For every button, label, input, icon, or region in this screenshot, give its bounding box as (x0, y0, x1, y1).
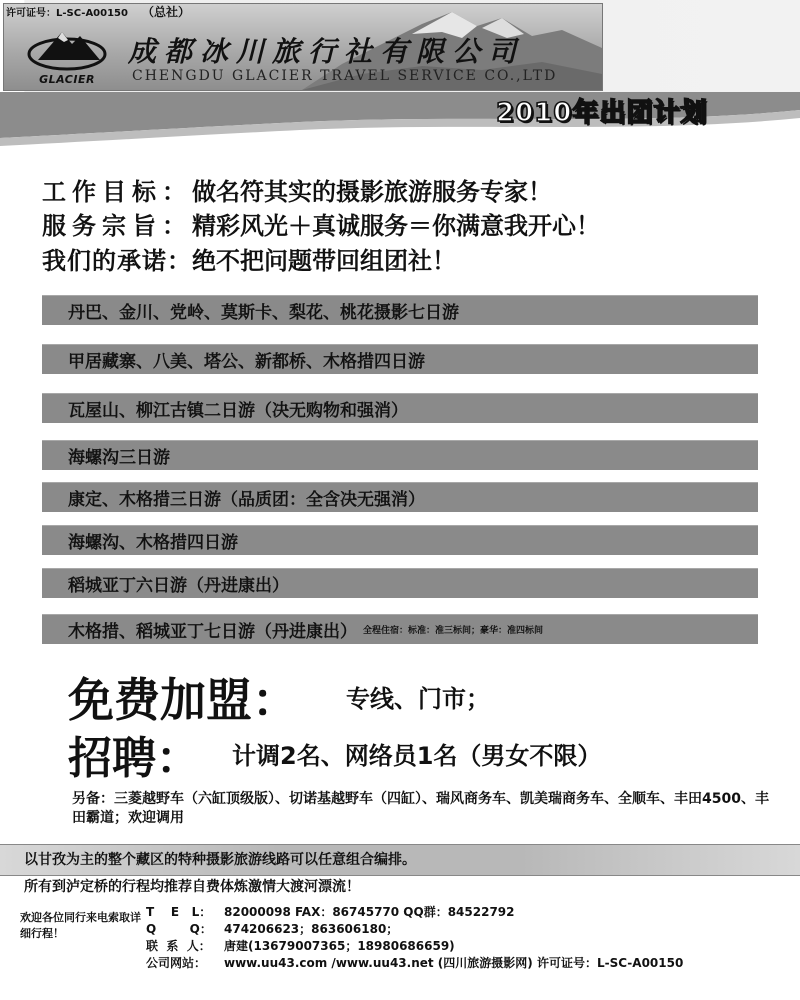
tour-accommodation-note: 全程住宿：标准：准三标间；豪华：准四标间 (363, 626, 544, 636)
contact-info (146, 904, 683, 972)
contact-row-person (146, 938, 683, 955)
contact-label: T E L： (146, 905, 212, 919)
contact-value: 唐建(13679007365；18980686659) (224, 939, 455, 953)
company-name-chinese: 成都冰川旅行社有限公司 (128, 35, 525, 68)
tour-item (42, 568, 758, 598)
slogan-label: 我们的承诺： (42, 247, 192, 275)
tour-item (42, 393, 758, 423)
tour-name: 康定、木格措三日游（品质团：全含决无强消） (68, 490, 425, 510)
tour-name: 瓦屋山、柳江古镇二日游（决无购物和强消） (68, 401, 408, 421)
logo-text: GLACIER (39, 73, 95, 86)
franchise-detail: 专线、门市； (346, 685, 490, 713)
tour-name: 木格措、稻城亚丁七日游（丹进康出） (68, 622, 357, 642)
tour-item (42, 295, 758, 325)
tour-name: 丹巴、金川、党岭、莫斯卡、梨花、桃花摄影七日游 (68, 303, 459, 323)
contact-label: Q Q： (146, 922, 212, 936)
contact-row-qq (146, 921, 683, 938)
route-combination-note: 以甘孜为主的整个藏区的特种摄影旅游线路可以任意组合编排。 (24, 852, 416, 868)
plan-title: 2010年出团计划 (496, 98, 708, 128)
contact-value: 82000098 FAX：86745770 QQ群：84522792 (224, 905, 515, 919)
contact-value: 474206623；863606180； (224, 922, 399, 936)
headquarters-label: （总社） (142, 5, 191, 19)
slogan-text: 做名符其实的摄影旅游服务专家！ (192, 178, 552, 206)
slogan-promise (42, 241, 456, 276)
recruitment-detail: 计调2名、网络员1名（男女不限） (232, 742, 602, 770)
slogan-label: 服务宗旨： (42, 212, 192, 240)
tour-item (42, 482, 758, 512)
company-name-english: CHENGDU GLACIER TRAVEL SERVICE CO.,LTD (132, 68, 558, 84)
contact-value: www.uu43.com /www.uu43.net (四川旅游摄影网) 许可证号：L-SC-A00150 (224, 956, 684, 970)
contact-label: 联 系 人： (146, 939, 211, 953)
slogan-label: 工作目标： (42, 178, 192, 206)
tour-name: 海螺沟、木格措四日游 (68, 533, 238, 553)
company-logo (24, 24, 110, 86)
tour-name: 甲居藏寨、八美、塔公、新都桥、木格措四日游 (68, 352, 425, 372)
welcome-note: 欢迎各位同行来电索取详细行程！ (20, 911, 141, 940)
contact-row-website (146, 955, 683, 972)
vehicles-note: 另备：三菱越野车（六缸顶级版）、切诺基越野车（四缸）、瑞风商务车、凯美瑞商务车、全顺车、丰田4500、丰田霸道；欢迎调用 (72, 791, 769, 826)
recruitment-heading: 招聘： (68, 733, 200, 784)
license-number-top: 许可证号：L-SC-A00150 (6, 8, 128, 19)
slogan-text: 绝不把问题带回组团社！ (192, 247, 456, 275)
glacier-logo-icon (24, 24, 110, 72)
tour-name: 稻城亚丁六日游（丹进康出） (68, 576, 289, 596)
tour-item (42, 525, 758, 555)
slogan-work-goal (42, 172, 552, 207)
slogan-text: 精彩风光＋真诚服务＝你满意我开心！ (192, 212, 600, 240)
free-franchise-heading: 免费加盟： (68, 673, 298, 727)
tour-item (42, 344, 758, 374)
tour-item (42, 440, 758, 470)
contact-row-phone (146, 904, 683, 921)
slogan-service-aim (42, 206, 600, 241)
rafting-note: 所有到泸定桥的行程均推荐自费体炼激情大渡河漂流！ (24, 879, 360, 895)
tour-name: 海螺沟三日游 (68, 448, 170, 468)
contact-label: 公司网站： (146, 956, 207, 970)
tour-item (42, 614, 758, 644)
